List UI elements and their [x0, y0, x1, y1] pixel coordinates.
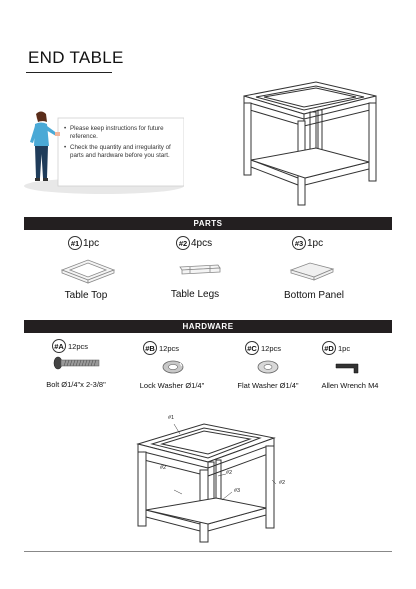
part-tag-3 [292, 236, 323, 250]
page-title: END TABLE [28, 48, 124, 67]
note-item: • Please keep instructions for future reference. [64, 125, 184, 142]
hardware-tag-d [322, 341, 350, 355]
callout-label: #3 [234, 488, 241, 494]
hardware-heading-bar: HARDWARE [24, 320, 392, 333]
part-label: Table Legs [170, 289, 220, 300]
table-top-image [60, 258, 116, 284]
part-quantity: 1pc [307, 237, 324, 249]
hardware-code-badge: #A [52, 339, 66, 353]
hardware-code-badge: #B [143, 341, 157, 355]
note-item: • Check the quantity and irregularity of parts and hardware before you start. [64, 144, 184, 161]
part-quantity: 1pc [83, 237, 100, 249]
bolt-icon [52, 355, 102, 371]
hardware-label: Bolt Ø1/4"x 2-3/8" [46, 380, 106, 389]
hardware-quantity: 12pcs [261, 343, 282, 353]
hardware-label: Allen Wrench M4 [321, 381, 379, 390]
hardware-tag-b [143, 341, 179, 355]
hardware-quantity: 1pc [338, 343, 351, 353]
lock-washer-icon [161, 359, 185, 375]
callout-label: #2 [279, 480, 286, 486]
part-tag-1 [68, 236, 99, 250]
hardware-label: Lock Washer Ø1/4" [139, 381, 205, 390]
part-number-badge: #2 [176, 236, 190, 250]
part-number-badge: #3 [292, 236, 306, 250]
allen-wrench-icon [334, 358, 364, 376]
part-tag-2 [176, 236, 212, 250]
part-number-badge: #1 [68, 236, 82, 250]
table-legs-image [178, 262, 222, 276]
footer-divider [24, 551, 392, 552]
hardware-quantity: 12pcs [68, 341, 89, 351]
part-label: Table Top [64, 290, 108, 301]
woman-figure-icon [30, 112, 60, 182]
part-label: Bottom Panel [283, 290, 345, 301]
bottom-panel-image [288, 260, 336, 282]
parts-heading-bar: PARTS [24, 217, 392, 230]
flat-washer-icon [256, 359, 280, 375]
hardware-code-badge: #D [322, 341, 336, 355]
instruction-notes [64, 125, 184, 162]
hardware-quantity: 12pcs [159, 343, 180, 353]
part-quantity: 4pcs [191, 237, 213, 249]
assembled-table-diagram [136, 418, 280, 544]
title-underline [26, 72, 112, 73]
callout-label: #1 [168, 415, 175, 421]
hardware-tag-a [52, 339, 88, 353]
end-table-illustration [236, 74, 384, 206]
hardware-label: Flat Washer Ø1/4" [237, 381, 299, 390]
hardware-code-badge: #C [245, 341, 259, 355]
callout-label: #2 [160, 465, 167, 471]
hardware-tag-c [245, 341, 281, 355]
callout-label: #2 [226, 470, 233, 476]
